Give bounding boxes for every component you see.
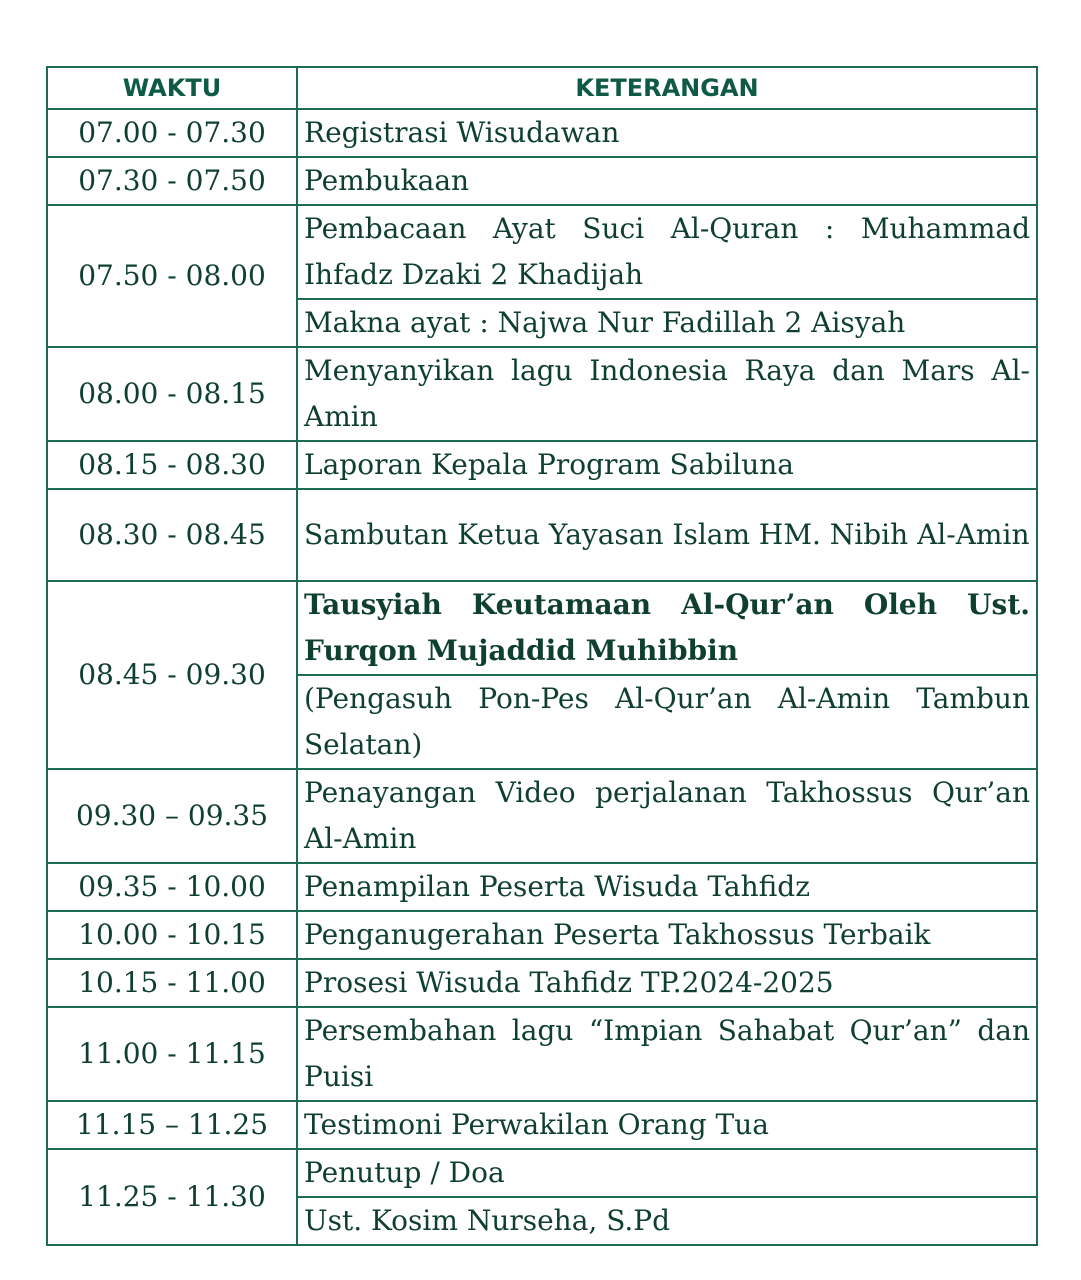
description-cell: Sambutan Ketua Yayasan Islam HM. Nibih Al-Amin [297,489,1037,581]
table-row [47,1101,1037,1149]
time-cell: 11.15 – 11.25 [47,1101,297,1149]
description-cell: Tausyiah Keutamaan Al-Qur’an Oleh Ust. Furqon Mujaddid Muhibbin [297,581,1037,675]
table-row [47,489,1037,581]
table-row [47,1149,1037,1197]
description-cell: Testimoni Perwakilan Orang Tua [297,1101,1037,1149]
table-row [47,769,1037,863]
table-row [47,581,1037,675]
schedule-table [46,66,1038,1246]
time-cell: 08.45 - 09.30 [47,581,297,769]
table-header-row [47,67,1037,109]
table-row [47,347,1037,441]
description-cell: Ust. Kosim Nurseha, S.Pd [297,1197,1037,1245]
time-cell: 09.35 - 10.00 [47,863,297,911]
table-row [47,441,1037,489]
header-keterangan: KETERANGAN [297,67,1037,109]
description-cell: Pembukaan [297,157,1037,205]
table-row [47,157,1037,205]
table-row [47,959,1037,1007]
table-row [47,863,1037,911]
time-cell: 11.25 - 11.30 [47,1149,297,1245]
description-cell: Penutup / Doa [297,1149,1037,1197]
table-row [47,1007,1037,1101]
description-cell: Laporan Kepala Program Sabiluna [297,441,1037,489]
description-cell: Registrasi Wisudawan [297,109,1037,157]
time-cell: 09.30 – 09.35 [47,769,297,863]
description-cell: Menyanyikan lagu Indonesia Raya dan Mars Al-Amin [297,347,1037,441]
time-cell: 07.50 - 08.00 [47,205,297,347]
table-row [47,205,1037,299]
description-cell: Pembacaan Ayat Suci Al-Quran : Muhammad Ihfadz Dzaki 2 Khadijah [297,205,1037,299]
table-row [47,109,1037,157]
time-cell: 10.15 - 11.00 [47,959,297,1007]
description-cell: Makna ayat : Najwa Nur Fadillah 2 Aisyah [297,299,1037,347]
description-cell: Persembahan lagu “Impian Sahabat Qur’an” dan Puisi [297,1007,1037,1101]
time-cell: 08.00 - 08.15 [47,347,297,441]
description-cell: Penganugerahan Peserta Takhossus Terbaik [297,911,1037,959]
time-cell: 07.30 - 07.50 [47,157,297,205]
time-cell: 07.00 - 07.30 [47,109,297,157]
table-row [47,911,1037,959]
description-cell: Penayangan Video perjalanan Takhossus Qur’an Al-Amin [297,769,1037,863]
time-cell: 11.00 - 11.15 [47,1007,297,1101]
description-cell: Prosesi Wisuda Tahfidz TP.2024-2025 [297,959,1037,1007]
description-cell: Penampilan Peserta Wisuda Tahfidz [297,863,1037,911]
header-waktu: WAKTU [47,67,297,109]
time-cell: 08.15 - 08.30 [47,441,297,489]
description-cell: (Pengasuh Pon-Pes Al-Qur’an Al-Amin Tambun Selatan) [297,675,1037,769]
time-cell: 08.30 - 08.45 [47,489,297,581]
time-cell: 10.00 - 10.15 [47,911,297,959]
